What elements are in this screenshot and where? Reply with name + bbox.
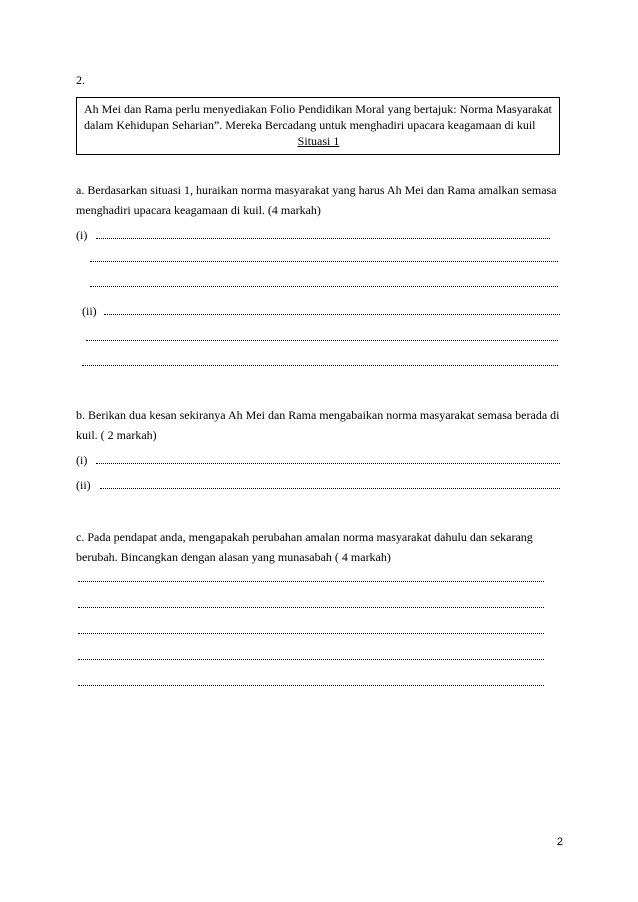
part-b-line-2: kuil. ( 2 markah): [76, 428, 157, 442]
question-number: 2.: [76, 73, 85, 87]
answer-line[interactable]: [78, 631, 544, 634]
part-a-label-i: (i): [76, 228, 88, 242]
part-b-line-1: b. Berikan dua kesan sekiranya Ah Mei dan Rama mengabaikan norma masyarakat semasa berada di: [76, 408, 560, 422]
page-number: 2: [556, 836, 563, 848]
answer-line[interactable]: [78, 579, 544, 582]
answer-line[interactable]: [104, 312, 560, 315]
part-a-label-ii: (ii): [82, 304, 97, 318]
situation-text-line-1: Ah Mei dan Rama perlu menyediakan Folio Pendidikan Moral yang bertajuk: Norma Masyarakat: [84, 102, 552, 116]
part-c-line-1: c. Pada pendapat anda, mengapakah perubahan amalan norma masyarakat dahulu dan sekarang: [76, 530, 533, 544]
part-a-line-1: a. Berdasarkan situasi 1, huraikan norma masyarakat yang harus Ah Mei dan Rama amalkan semasa: [76, 183, 557, 197]
answer-line[interactable]: [82, 363, 558, 366]
situation-box: [76, 97, 560, 155]
answer-line[interactable]: [96, 236, 550, 239]
situation-text-line-2: dalam Kehidupan Seharian”. Mereka Bercadang untuk menghadiri upacara keagamaan di kuil: [84, 118, 536, 132]
part-b-label-i: (i): [76, 453, 88, 467]
answer-line[interactable]: [90, 284, 558, 287]
answer-line[interactable]: [96, 461, 560, 464]
situation-title: Situasi 1: [297, 134, 340, 148]
answer-line[interactable]: [90, 259, 558, 262]
answer-line[interactable]: [78, 605, 544, 608]
part-a-line-2: menghadiri upacara keagamaan di kuil. (4 markah): [76, 203, 321, 217]
answer-line[interactable]: [100, 486, 560, 489]
answer-line[interactable]: [86, 338, 558, 341]
part-c-line-2: berubah. Bincangkan dengan alasan yang munasabah ( 4 markah): [76, 550, 391, 564]
answer-line[interactable]: [78, 683, 544, 686]
part-b-label-ii: (ii): [76, 478, 91, 492]
answer-line[interactable]: [78, 657, 544, 660]
